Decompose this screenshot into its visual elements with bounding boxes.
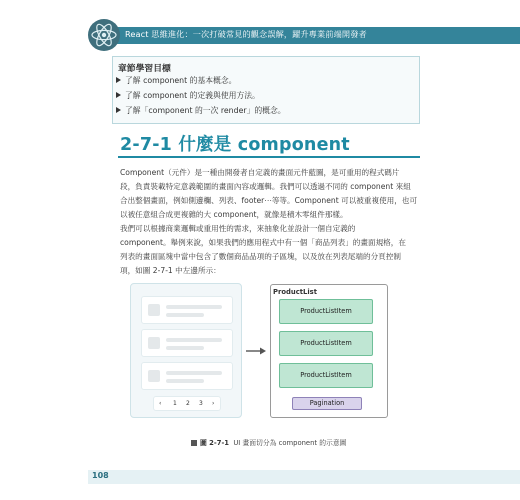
- paragraph-2: [120, 222, 420, 278]
- pagination-box: Pagination: [292, 397, 362, 410]
- pager-next-icon: ›: [212, 400, 215, 407]
- wireframe-card: [141, 296, 233, 324]
- wireframe-pager: [153, 396, 221, 411]
- productlistitem-box: ProductListItem: [279, 363, 373, 388]
- react-logo-icon: [87, 18, 121, 52]
- bullet-triangle-icon: [116, 92, 121, 98]
- page-number: 108: [92, 471, 109, 480]
- objective-item: 了解 component 的基本概念。: [116, 75, 236, 86]
- section-heading-rule: [118, 156, 420, 158]
- bullet-triangle-icon: [116, 107, 121, 113]
- objective-item: 了解 component 的定義與使用方法。: [116, 90, 260, 101]
- caption-text: UI 畫面切分為 component 的示意圖: [233, 439, 347, 447]
- ui-wireframe: [130, 283, 242, 418]
- pager-prev-icon: ‹: [159, 400, 162, 407]
- caption-square-icon: [191, 440, 197, 446]
- paragraph-line: 項，如圖 2-7-1 中左邊所示：: [120, 266, 221, 275]
- objectives-title: 章節學習目標: [118, 64, 171, 74]
- paragraph-line: 合出整個畫面，例如側邊欄、列表、footer⋯等等。Component 可以被重複使用，也可: [120, 196, 418, 205]
- productlistitem-box: ProductListItem: [279, 299, 373, 324]
- productlistitem-box: ProductListItem: [279, 331, 373, 356]
- paragraph-line: component。舉例來說，如果我們的應用程式中有一個「商品列表」的畫面規格，在: [120, 238, 406, 247]
- arrow-right-icon: [246, 346, 266, 356]
- section-heading: 2-7-1 什麼是 component: [120, 135, 350, 155]
- book-title-header: React 思維進化：一次打破常見的觀念誤解，躍升專業前端開發者: [125, 29, 367, 39]
- paragraph-line: 以被任意組合成更複雜的大 component，就像是積木零組件那樣。: [120, 210, 348, 219]
- wireframe-card: [141, 329, 233, 357]
- objective-item: 了解「component 的一次 render」的概念。: [116, 105, 286, 116]
- paragraph-line: 列表的畫面區塊中當中包含了數個商品品項的子區塊，以及放在列表尾端的分頁控制: [120, 252, 401, 261]
- paragraph-line: 段，負責裝載特定意義範圍的畫面內容或邏輯。我們可以透過不同的 component 來組: [120, 182, 411, 191]
- paragraph-line: 我們可以根據商業邏輯或重用性的需求，來抽象化並設計一個自定義的: [120, 224, 356, 233]
- figure-caption: [191, 437, 346, 447]
- pager-page-3: 3: [199, 400, 203, 407]
- paragraph-line: Component（元件）是一種由開發者自定義的畫面元件藍圖，是可重用的程式碼片: [120, 168, 400, 177]
- caption-number: 圖 2-7-1: [200, 439, 229, 447]
- productlist-label: ProductList: [273, 288, 317, 296]
- wireframe-card: [141, 362, 233, 390]
- pager-page-1: 1: [173, 400, 177, 407]
- pager-page-2: 2: [186, 400, 190, 407]
- bullet-triangle-icon: [116, 77, 121, 83]
- paragraph-1: [120, 166, 420, 222]
- footer-band: [88, 470, 520, 484]
